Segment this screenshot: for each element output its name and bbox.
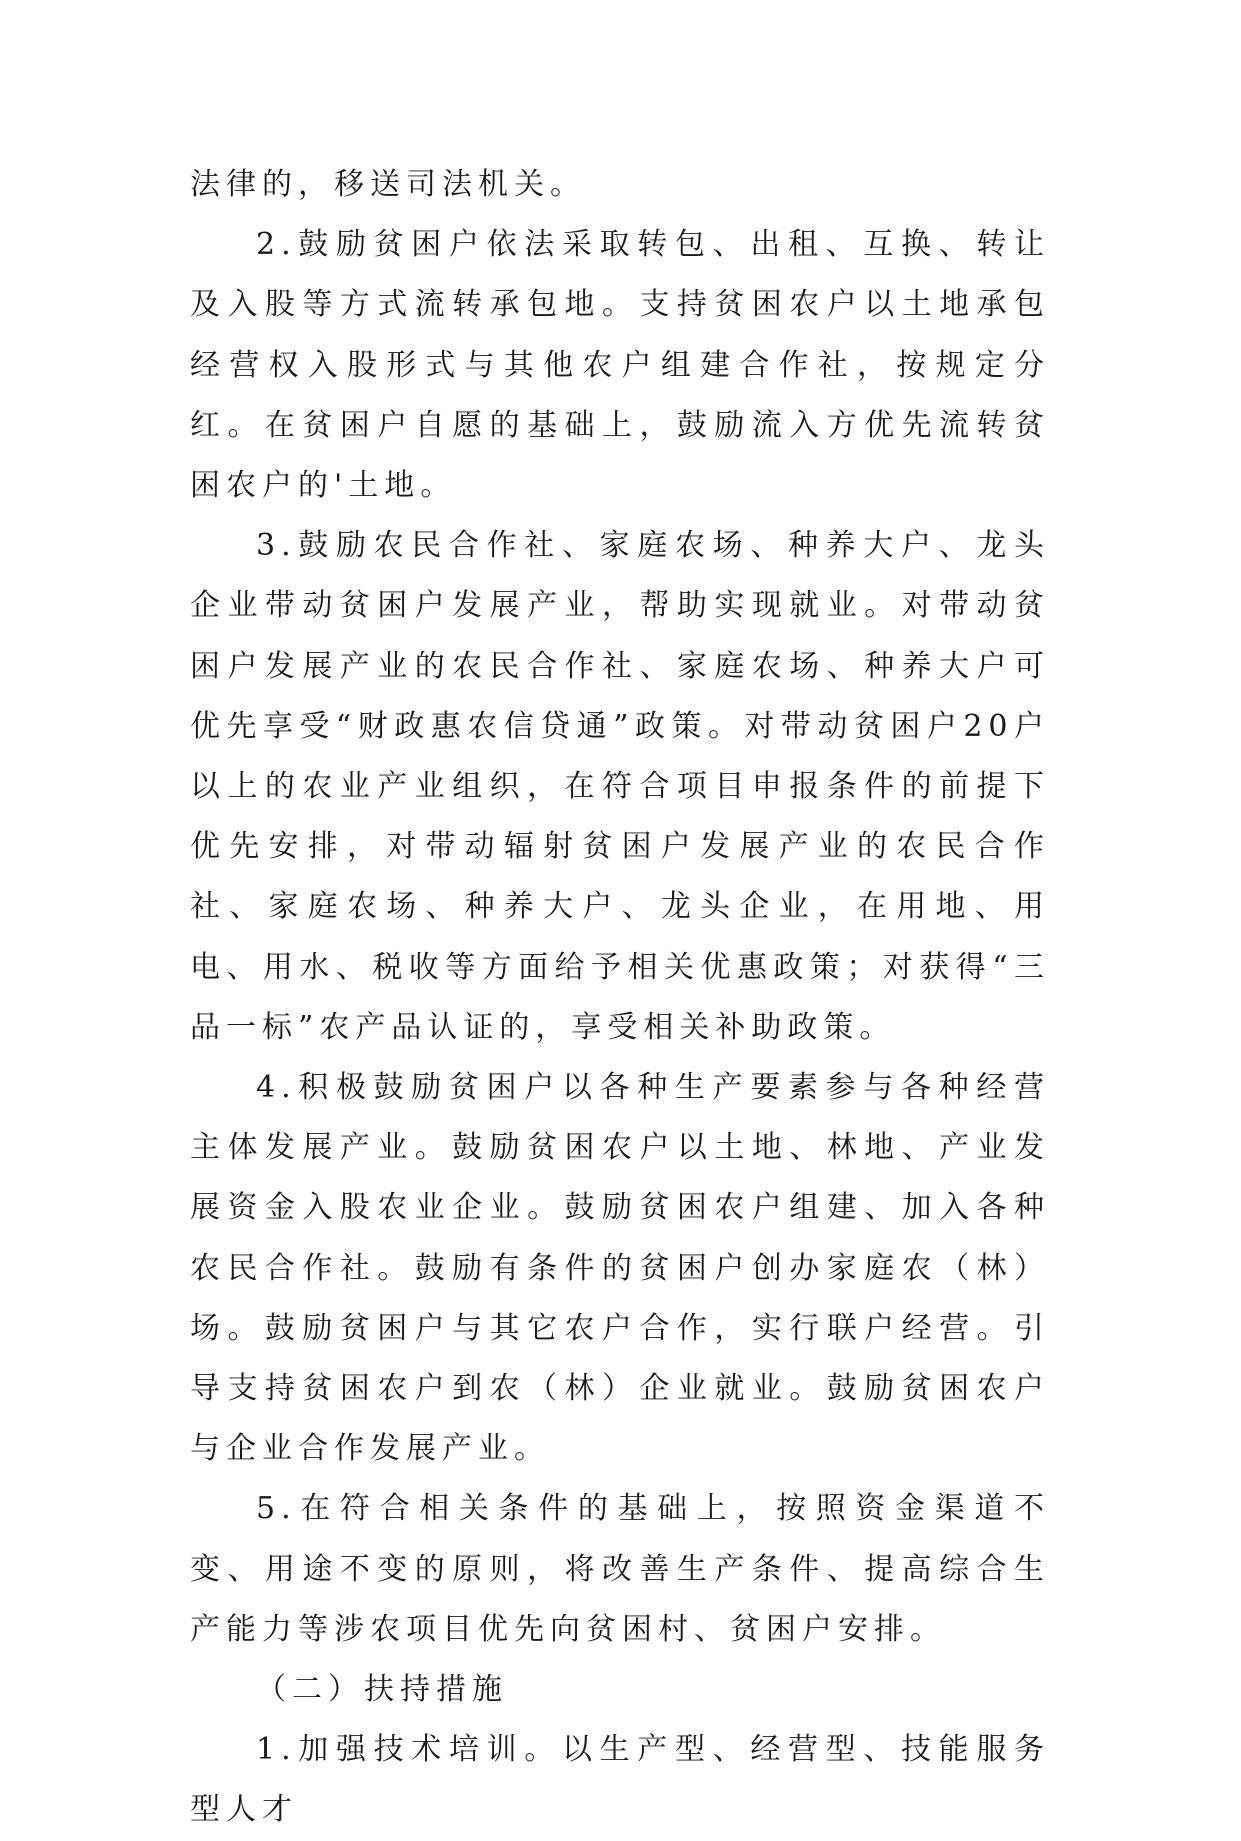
paragraph-item-3: 3.鼓励农民合作社、家庭农场、种养大户、龙头企业带动贫困户发展产业，帮助实现就业。对带动贫困户发展产业的农民合作社、家庭农场、种养大户可优先享受“财政惠农信贷通”政策。对带动贫困户20户以上的农业产业组织，在符合项目申报条件的前提下优先安排，对带动辐射贫困户发展产业的农民合作社、家庭农场、种养大户、龙头企业，在用地、用电、用水、税收等方面给予相关优惠政策；对获得“三品一标”农产品认证的，享受相关补助政策。 bbox=[190, 528, 1050, 1045]
paragraph-item-4: 4.积极鼓励贫困户以各种生产要素参与各种经营主体发展产业。鼓励贫困农户以土地、林地、产业发展资金入股农业企业。鼓励贫困农户组建、加入各种农民合作社。鼓励有条件的贫困户创办家庭农（林）场。鼓励贫困户与其它农户合作，实行联户经营。引导支持贫困农户到农（林）企业就业。鼓励贫困农户与企业合作发展产业。 bbox=[190, 1070, 1050, 1467]
paragraph-measure-1: 1.加强技术培训。以生产型、经营型、技能服务型人才 bbox=[190, 1732, 1050, 1828]
section-heading-support-measures: （二）扶持措施 bbox=[256, 1672, 508, 1708]
paragraph-item-2: 2.鼓励贫困户依法采取转包、出租、互换、转让及入股等方式流转承包地。支持贫困农户以土地承包经营权入股形式与其他农户组建合作社，按规定分红。在贫困户自愿的基础上，鼓励流入方优先流转贫困农户的'土地。 bbox=[190, 227, 1050, 504]
paragraph-continuation: 法律的，移送司法机关。 bbox=[190, 167, 586, 202]
document-body bbox=[190, 155, 1050, 1841]
paragraph-item-5: 5.在符合相关条件的基础上，按照资金渠道不变、用途不变的原则，将改善生产条件、提高综合生产能力等涉农项目优先向贫困村、贫困户安排。 bbox=[190, 1491, 1050, 1647]
